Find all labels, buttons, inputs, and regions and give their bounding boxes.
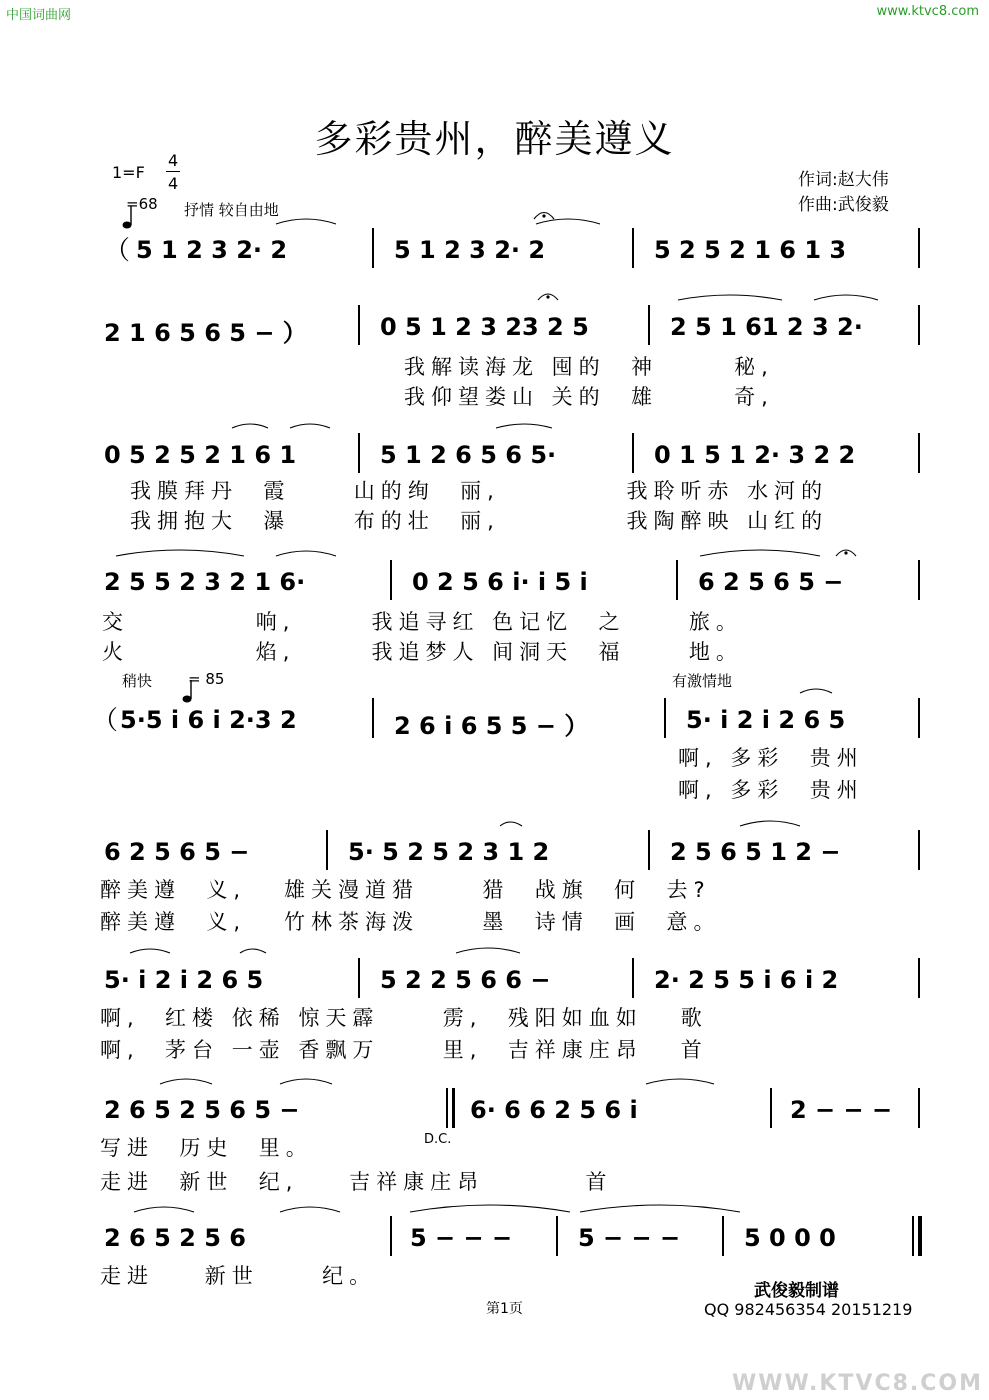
measure: 5· i 2 i 2 6 5 — [686, 706, 846, 734]
measure: 5 1 2 3 2· 2 — [394, 236, 546, 264]
measure: 0 5 2 5 2 1 6 1 — [104, 441, 297, 469]
slur — [700, 550, 820, 556]
slur — [496, 424, 552, 428]
fermata-icon — [844, 551, 847, 554]
slur — [134, 1207, 194, 1212]
slur — [116, 550, 244, 556]
lyrics-verse-2: 我仰望娄山 关的 雄 奇, — [404, 385, 774, 409]
measure: 5 − − − — [578, 1224, 681, 1252]
measure: 2 6 5 2 5 6 5 − — [104, 1096, 300, 1124]
slur — [536, 219, 600, 224]
measure: 5 1 2 6 5 6 5· — [380, 441, 557, 469]
song-title: 多彩贵州，醉美遵义 — [314, 117, 675, 161]
measure: 2 − − − — [790, 1096, 893, 1124]
tempo2-value: = 85 — [188, 670, 225, 688]
slur — [740, 821, 800, 826]
measure: 2 1 6 5 6 5 − ） — [104, 319, 307, 347]
time-sig-top: 4 — [168, 151, 179, 170]
measure: 5 2 2 5 6 6 − — [380, 966, 551, 994]
measure: 0 2 5 6 i· i 5 i — [412, 568, 588, 596]
measure: 5 1 2 3 2· 2 — [136, 236, 288, 264]
lyrics-verse-1: 啊, 红楼 依稀 惊天霹 雳, 残阳如血如 歌 — [100, 1006, 708, 1030]
slur — [280, 1207, 340, 1212]
expression-mark: 抒情 较自由地 — [184, 201, 279, 219]
slur — [678, 295, 782, 300]
slur — [290, 424, 330, 428]
measure: 2· 2 5 5 i 6 i 2 — [654, 966, 839, 994]
slur — [814, 295, 878, 300]
slur — [800, 689, 832, 693]
slur — [160, 1079, 212, 1084]
lyrics-verse-2: 走进 新世 纪, 吉祥康庄昂 首 — [100, 1170, 613, 1194]
watermark-left: 中国词曲网 — [6, 8, 72, 23]
lyrics-verse-2: 醉美遵 义, 竹林茶海泼 墨 诗情 画 意。 — [100, 910, 721, 934]
measure: 2 5 5 2 3 2 1 6· — [104, 568, 306, 596]
time-sig-bottom: 4 — [168, 174, 179, 193]
slur — [456, 948, 520, 953]
fermata-icon — [542, 214, 545, 217]
watermark-bottom: WWW.KTVC8.COM — [732, 1371, 983, 1396]
lyrics-verse-2: 我拥抱大 瀑 布的壮 丽, 我陶醉映 山红的 — [130, 509, 829, 533]
slur — [646, 1079, 714, 1084]
measure: 6 2 5 6 5 − — [104, 838, 250, 866]
measure: 2 5 6 5 1 2 − — [670, 838, 841, 866]
measure: 6 2 5 6 5 − — [698, 568, 844, 596]
lyrics-verse-1: 我解读海龙 囤的 神 秘, — [404, 355, 774, 379]
slur — [240, 949, 266, 953]
arranger-credit: 武俊毅制谱 — [754, 1281, 839, 1301]
tie — [580, 1205, 740, 1212]
measure: 0 1 5 1 2· 3 2 2 — [654, 441, 856, 469]
slur — [276, 219, 336, 224]
lyrics-verse-2: 啊, 茅台 一壶 香飘万 里, 吉祥康庄昂 首 — [100, 1038, 708, 1062]
measure: 2 5 1 61 2 3 2· — [670, 313, 863, 341]
contact-info: QQ 982456354 20151219 — [704, 1300, 913, 1319]
tempo2-label: 稍快 — [122, 672, 153, 690]
lyrics-verse-2: 啊, 多彩 贵州 — [678, 778, 864, 802]
slur — [276, 551, 336, 556]
measure: 5 2 5 2 1 6 1 3 — [654, 236, 847, 264]
expression-mark-2: 有激情地 — [672, 672, 733, 690]
repeat-paren-open: （ — [92, 706, 119, 736]
measure: 6· 6 6 2 5 6 i — [470, 1096, 638, 1124]
lyrics-verse-1: 醉美遵 义, 雄关漫道猎 猎 战旗 何 去? — [100, 878, 711, 902]
lyrics-verse-1: 走进 新世 纪。 — [100, 1264, 377, 1288]
watermark-right: www.ktvc8.com — [876, 4, 979, 19]
measure: 5 − − − — [410, 1224, 513, 1252]
lyricist: 作词:赵大伟 — [798, 170, 889, 190]
measure: 2 6 5 2 5 6 — [104, 1224, 246, 1252]
lyrics-verse-1: 交 响, 我追寻红 色记忆 之 旅。 — [102, 610, 743, 634]
lyrics-verse-1: 啊, 多彩 贵州 — [678, 746, 864, 770]
slur — [280, 1079, 332, 1084]
key-signature: 1=F — [112, 163, 145, 182]
tempo-value: =68 — [126, 195, 158, 213]
measure: 5·5 i 6 i 2·3 2 — [120, 706, 297, 734]
slur — [232, 424, 268, 428]
composer: 作曲:武俊毅 — [798, 195, 889, 215]
slur — [500, 822, 522, 826]
measure: 2 6 i 6 5 5 − ） — [394, 712, 589, 740]
repeat-paren-open: （ — [104, 236, 131, 266]
measure: 5· i 2 i 2 6 5 — [104, 966, 264, 994]
lyrics-verse-2: 火 焰, 我追梦人 间洞天 福 地。 — [102, 640, 743, 664]
lyrics-verse-1: 写进 历史 里。 — [100, 1136, 313, 1160]
measure: 0 5 1 2 3 23 2 5 — [380, 313, 589, 341]
measure: 5· 5 2 5 2 3 1 2 — [348, 838, 550, 866]
tie — [410, 1205, 570, 1212]
measure: 5 0 0 0 — [744, 1224, 836, 1252]
fermata-icon — [546, 295, 549, 298]
page-number: 第1页 — [486, 1301, 523, 1317]
lyrics-verse-1: 我膜拜丹 霞 山的绚 丽, 我聆听赤 水河的 — [130, 479, 829, 503]
da-capo-mark: D.C. — [424, 1132, 452, 1147]
slur — [130, 949, 170, 953]
